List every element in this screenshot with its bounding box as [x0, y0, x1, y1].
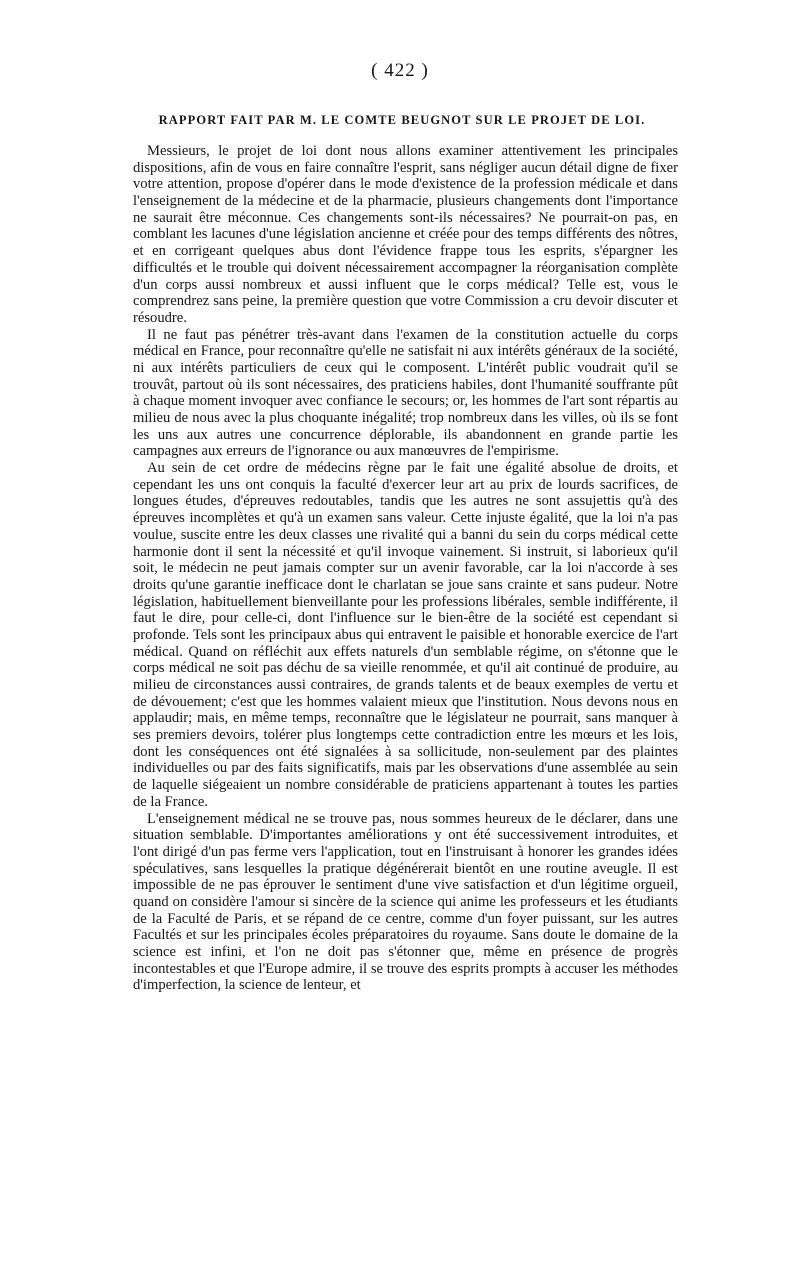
paragraph-2: Il ne faut pas pénétrer très-avant dans l'examen de la constitution actuelle du corps médical en France, pour reconnaître qu'elle ne satisfait ni aux intérêts généraux de la société, ni aux intérêts particuliers de ceux qui le composent. L'intérêt public voudrait qu'il se trouvât, partout où ils sont nécessaires, des praticiens habiles, dont l'humanité souffrante pût à chaque moment invoquer avec confiance le secours; or, les hommes de l'art sont répartis au milieu de nous avec la plus choquante inégalité; trop nombreux dans les villes, où ils se font les uns aux autres une concurrence déplorable, ils abandonnent en grande partie les campagnes aux erreurs de l'ignorance ou aux manœuvres de l'empirisme.: [133, 326, 678, 460]
paragraph-1: Messieurs, le projet de loi dont nous allons examiner attentivement les principales dispositions, afin de vous en faire connaître l'esprit, sans négliger aucun détail digne de fixer votre attention, propose d'opérer dans le mode d'existence de la profession médicale et dans l'enseignement de la médecine et de la pharmacie, plusieurs changements dont l'importance ne saurait être méconnue. Ces changements sont-ils nécessaires? Ne pourrait-on pas, en comblant les lacunes d'une législation ancienne et créée pour des temps différents des nôtres, et en corrigeant quelques abus dont l'évidence frappe tous les esprits, s'épargner les difficultés et le trouble qui doivent nécessairement accompagner la réorganisation complète d'un corps aussi nombreux et aussi influent que le corps médical? Telle est, vous le comprendrez sans peine, la première question que votre Commission a cru devoir discuter et résoudre.: [133, 143, 678, 326]
page-number: ( 422 ): [371, 60, 429, 81]
paragraph-3: Au sein de cet ordre de médecins règne par le fait une égalité absolue de droits, et cependant les uns ont conquis la faculté d'exercer leur art au prix de lourds sacrifices, de longues études, d'épreuves redoutables, tandis que les autres ne sont assujettis qu'à des épreuves incomplètes et qu'à un examen sans valeur. Cette injuste égalité, que la loi n'a pas voulue, suscite entre les deux classes une rivalité qui a banni du sein du corps médical cette harmonie dont il sent la nécessité et qu'il invoque vainement. Si instruit, si laborieux qu'il soit, le médecin ne peut jamais compter sur un avenir favorable, car la loi n'accorde à ses droits qu'une garantie inefficace dont le charlatan se joue sans crainte et sans pudeur. Notre législation, habituellement bienveillante pour les professions libérales, semble indifférente, il faut le dire, pour celle-ci, dont l'influence sur le bien-être de la société est cependant si profonde. Tels sont les principaux abus qui entravent le paisible et honorable exercice de l'art médical. Quand on réfléchit aux effets naturels d'un semblable régime, on s'étonne que le corps médical ne soit pas déchu de sa vieille renommée, et qu'il ait continué de produire, au milieu de circonstances aussi contraires, de grands talents et de beaux exemples de vertu et de dévouement; c'est que les hommes valaient mieux que l'institution. Nous devons nous en applaudir; mais, en même temps, reconnaître que le législateur ne pourrait, sans manquer à ses premiers devoirs, tolérer plus longtemps cette contradiction entre les mœurs et les lois, dont les conséquences ont été signalées à sa sollicitude, non-seulement par des plaintes individuelles ou par des faits significatifs, mais par les observations d'une assemblée au sein de laquelle siégeaient un nombre considérable de praticiens appartenant à toutes les parties de la France.: [133, 460, 678, 810]
paragraph-4: L'enseignement médical ne se trouve pas, nous sommes heureux de le déclarer, dans une situation semblable. D'importantes améliorations y ont été successivement introduites, et l'ont dirigé d'un pas ferme vers l'application, tout en l'instruisant à honorer les grandes idées spéculatives, sans lesquelles la pratique dégénérerait bientôt en une routine aveugle. Il est impossible de ne pas éprouver le sentiment d'une vive satisfaction et d'un légitime orgueil, quand on considère l'amour si sincère de la science qui anime les professeurs et les étudiants de la Faculté de Paris, et se répand de ce centre, comme d'un foyer puissant, sur les autres Facultés et sur les principales écoles préparatoires du royaume. Sans doute le domaine de la science est infini, et l'on ne doit pas s'étonner que, même en présence de progrès incontestables et que l'Europe admire, il se trouve des esprits prompts à accuser les méthodes d'imperfection, la science de lenteur, et: [133, 810, 678, 994]
report-heading: RAPPORT FAIT PAR M. LE COMTE BEUGNOT SUR LE PROJET DE LOI.: [158, 113, 646, 127]
body-text: [133, 143, 678, 994]
